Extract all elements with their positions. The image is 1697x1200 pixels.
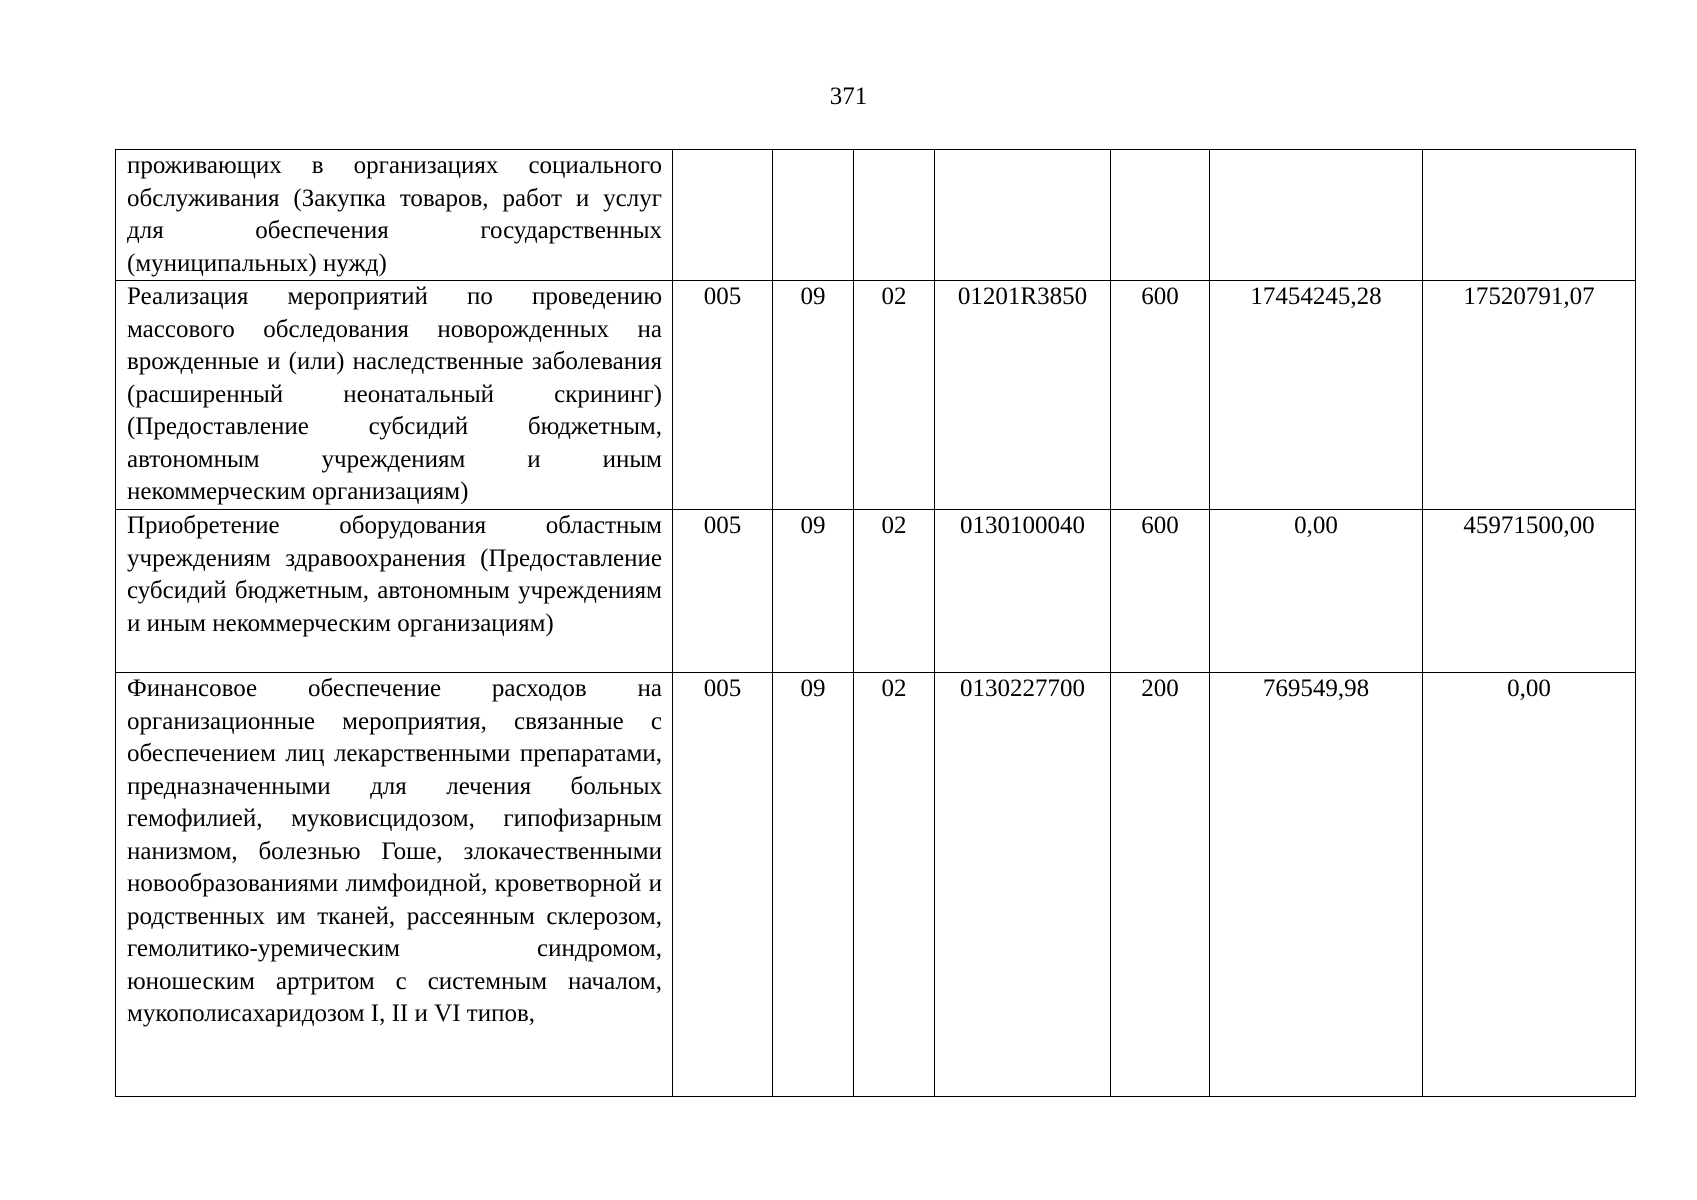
- amount-year-2: [1423, 150, 1636, 281]
- target-article-code: 0130227700: [935, 673, 1111, 1097]
- amount-year-1: 769549,98: [1210, 673, 1423, 1097]
- amount-year-1: 17454245,28: [1210, 281, 1423, 510]
- subsection-code: 02: [854, 281, 935, 510]
- ministry-code: 005: [673, 510, 773, 673]
- row-description: Финансовое обеспечение расходов на организационные мероприятия, связанные с обеспечением лиц лекарственными препаратами, предназначенными для лечения больных гемофилией, муковисцидозом, гипофизарным нанизмом, болезнью Гоше, злокачественными новообразованиями лимфоидной, кроветворной и родственных им тканей, рассеянным склерозом, гемолитико-уремическим синдромом, юношеским артритом с системным началом, мукополисахаридозом I, II и VI типов,: [116, 673, 673, 1097]
- amount-year-2: 0,00: [1423, 673, 1636, 1097]
- table-row: [116, 673, 1636, 1097]
- expense-type-code: 200: [1111, 673, 1210, 1097]
- target-article-code: [935, 150, 1111, 281]
- expense-type-code: 600: [1111, 510, 1210, 673]
- row-description: Приобретение оборудования областным учреждениям здравоохранения (Предоставление субсидий бюджетным, автономным учреждениям и иным некоммерческим организациям): [116, 510, 673, 673]
- amount-year-1: [1210, 150, 1423, 281]
- page-number: 371: [829, 83, 868, 110]
- amount-year-1: 0,00: [1210, 510, 1423, 673]
- target-article-code: 0130100040: [935, 510, 1111, 673]
- section-code: 09: [773, 510, 854, 673]
- expense-type-code: 600: [1111, 281, 1210, 510]
- subsection-code: 02: [854, 673, 935, 1097]
- budget-table: [115, 149, 1636, 1097]
- table-row: [116, 150, 1636, 281]
- table-row: [116, 281, 1636, 510]
- target-article-code: 01201R3850: [935, 281, 1111, 510]
- row-description: проживающих в организациях социального обслуживания (Закупка товаров, работ и услуг для обеспечения государственных (муниципальных) нужд): [116, 150, 673, 281]
- table-row: [116, 510, 1636, 673]
- section-code: 09: [773, 281, 854, 510]
- subsection-code: [854, 150, 935, 281]
- amount-year-2: 45971500,00: [1423, 510, 1636, 673]
- ministry-code: [673, 150, 773, 281]
- ministry-code: 005: [673, 673, 773, 1097]
- row-description: Реализация мероприятий по проведению массового обследования новорожденных на врожденные и (или) наследственные заболевания (расширенный неонатальный скрининг) (Предоставление субсидий бюджетным, автономным учреждениям и иным некоммерческим организациям): [116, 281, 673, 510]
- expense-type-code: [1111, 150, 1210, 281]
- section-code: 09: [773, 673, 854, 1097]
- amount-year-2: 17520791,07: [1423, 281, 1636, 510]
- section-code: [773, 150, 854, 281]
- ministry-code: 005: [673, 281, 773, 510]
- subsection-code: 02: [854, 510, 935, 673]
